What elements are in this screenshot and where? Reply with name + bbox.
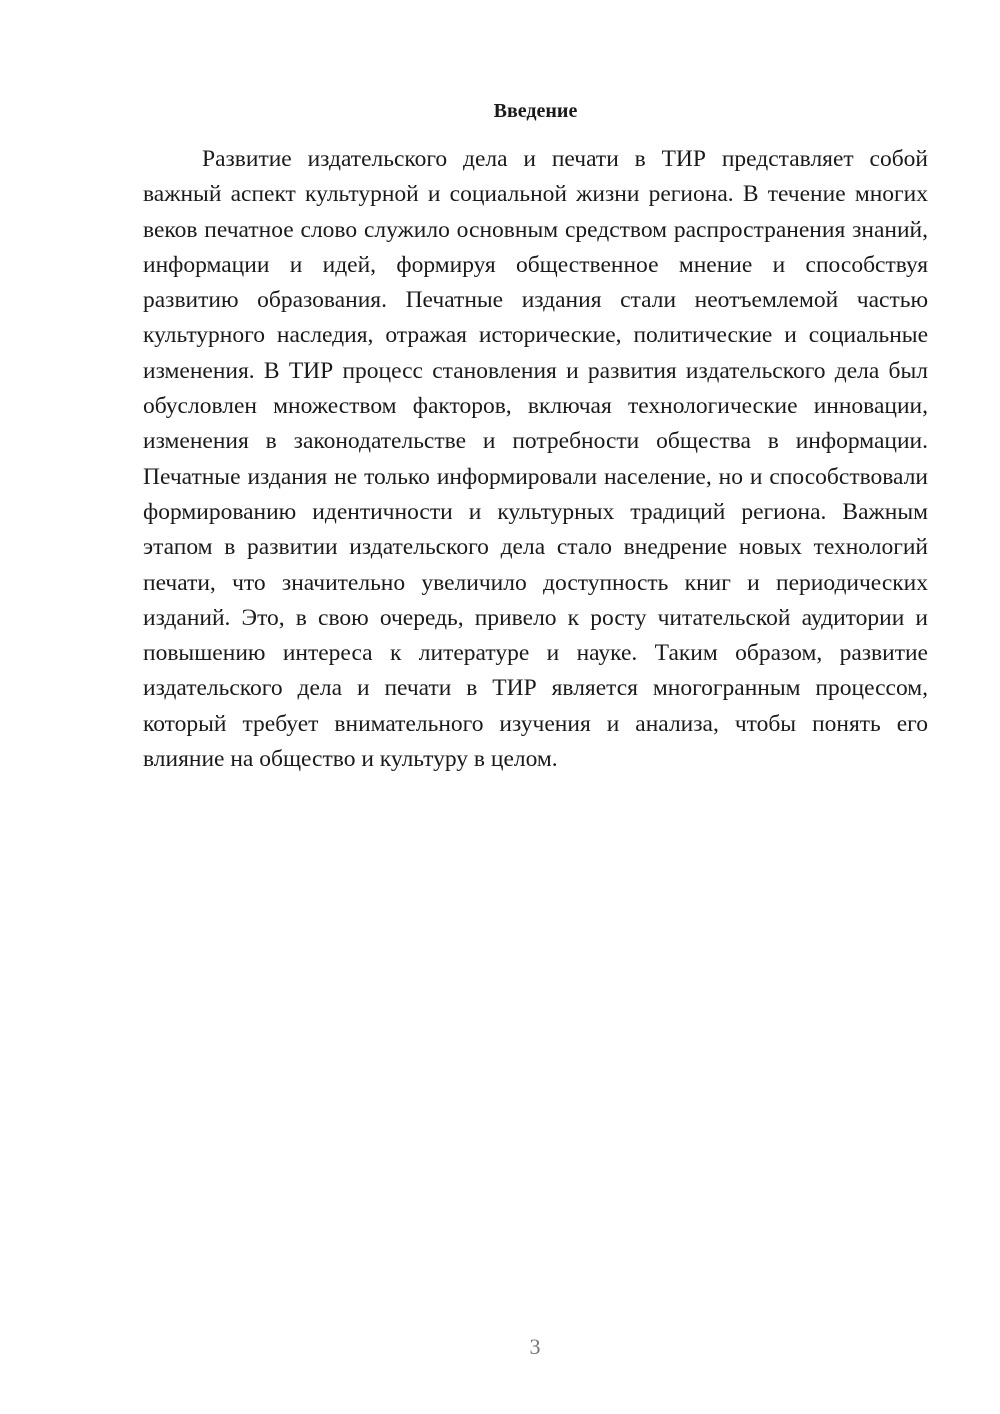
body-paragraph: Развитие издательского дела и печати в ТИР представляет собой важный аспект культурной и социальной жизни региона. В течение многих веков печатное слово служило основным средством распространения знаний, информации и идей, формируя общественное мнение и способствуя развитию образования. Печатные издания стали неотъемлемой частью культурного наследия, отражая исторические, политические и социальные изменения. В ТИР процесс становления и развития издательского дела был обусловлен множеством факторов, включая технологические инновации, изменения в законодательстве и потребности общества в информации. Печатные издания не только информировали население, но и способствовали формированию идентичности и культурных традиций региона. Важным этапом в развитии издательского дела стало внедрение новых технологий печати, что значительно увеличило доступность книг и периодических изданий. Это, в свою очередь, привело к росту читательской аудитории и повышению интереса к литературе и науке. Таким образом, развитие издательского дела и печати в ТИР является многогранным процессом, который требует внимательного изучения и анализа, чтобы понять его влияние на общество и культуру в целом. — [143, 146, 928, 773]
page-number: 3 — [529, 1334, 541, 1359]
section-heading: Введение — [493, 100, 578, 122]
